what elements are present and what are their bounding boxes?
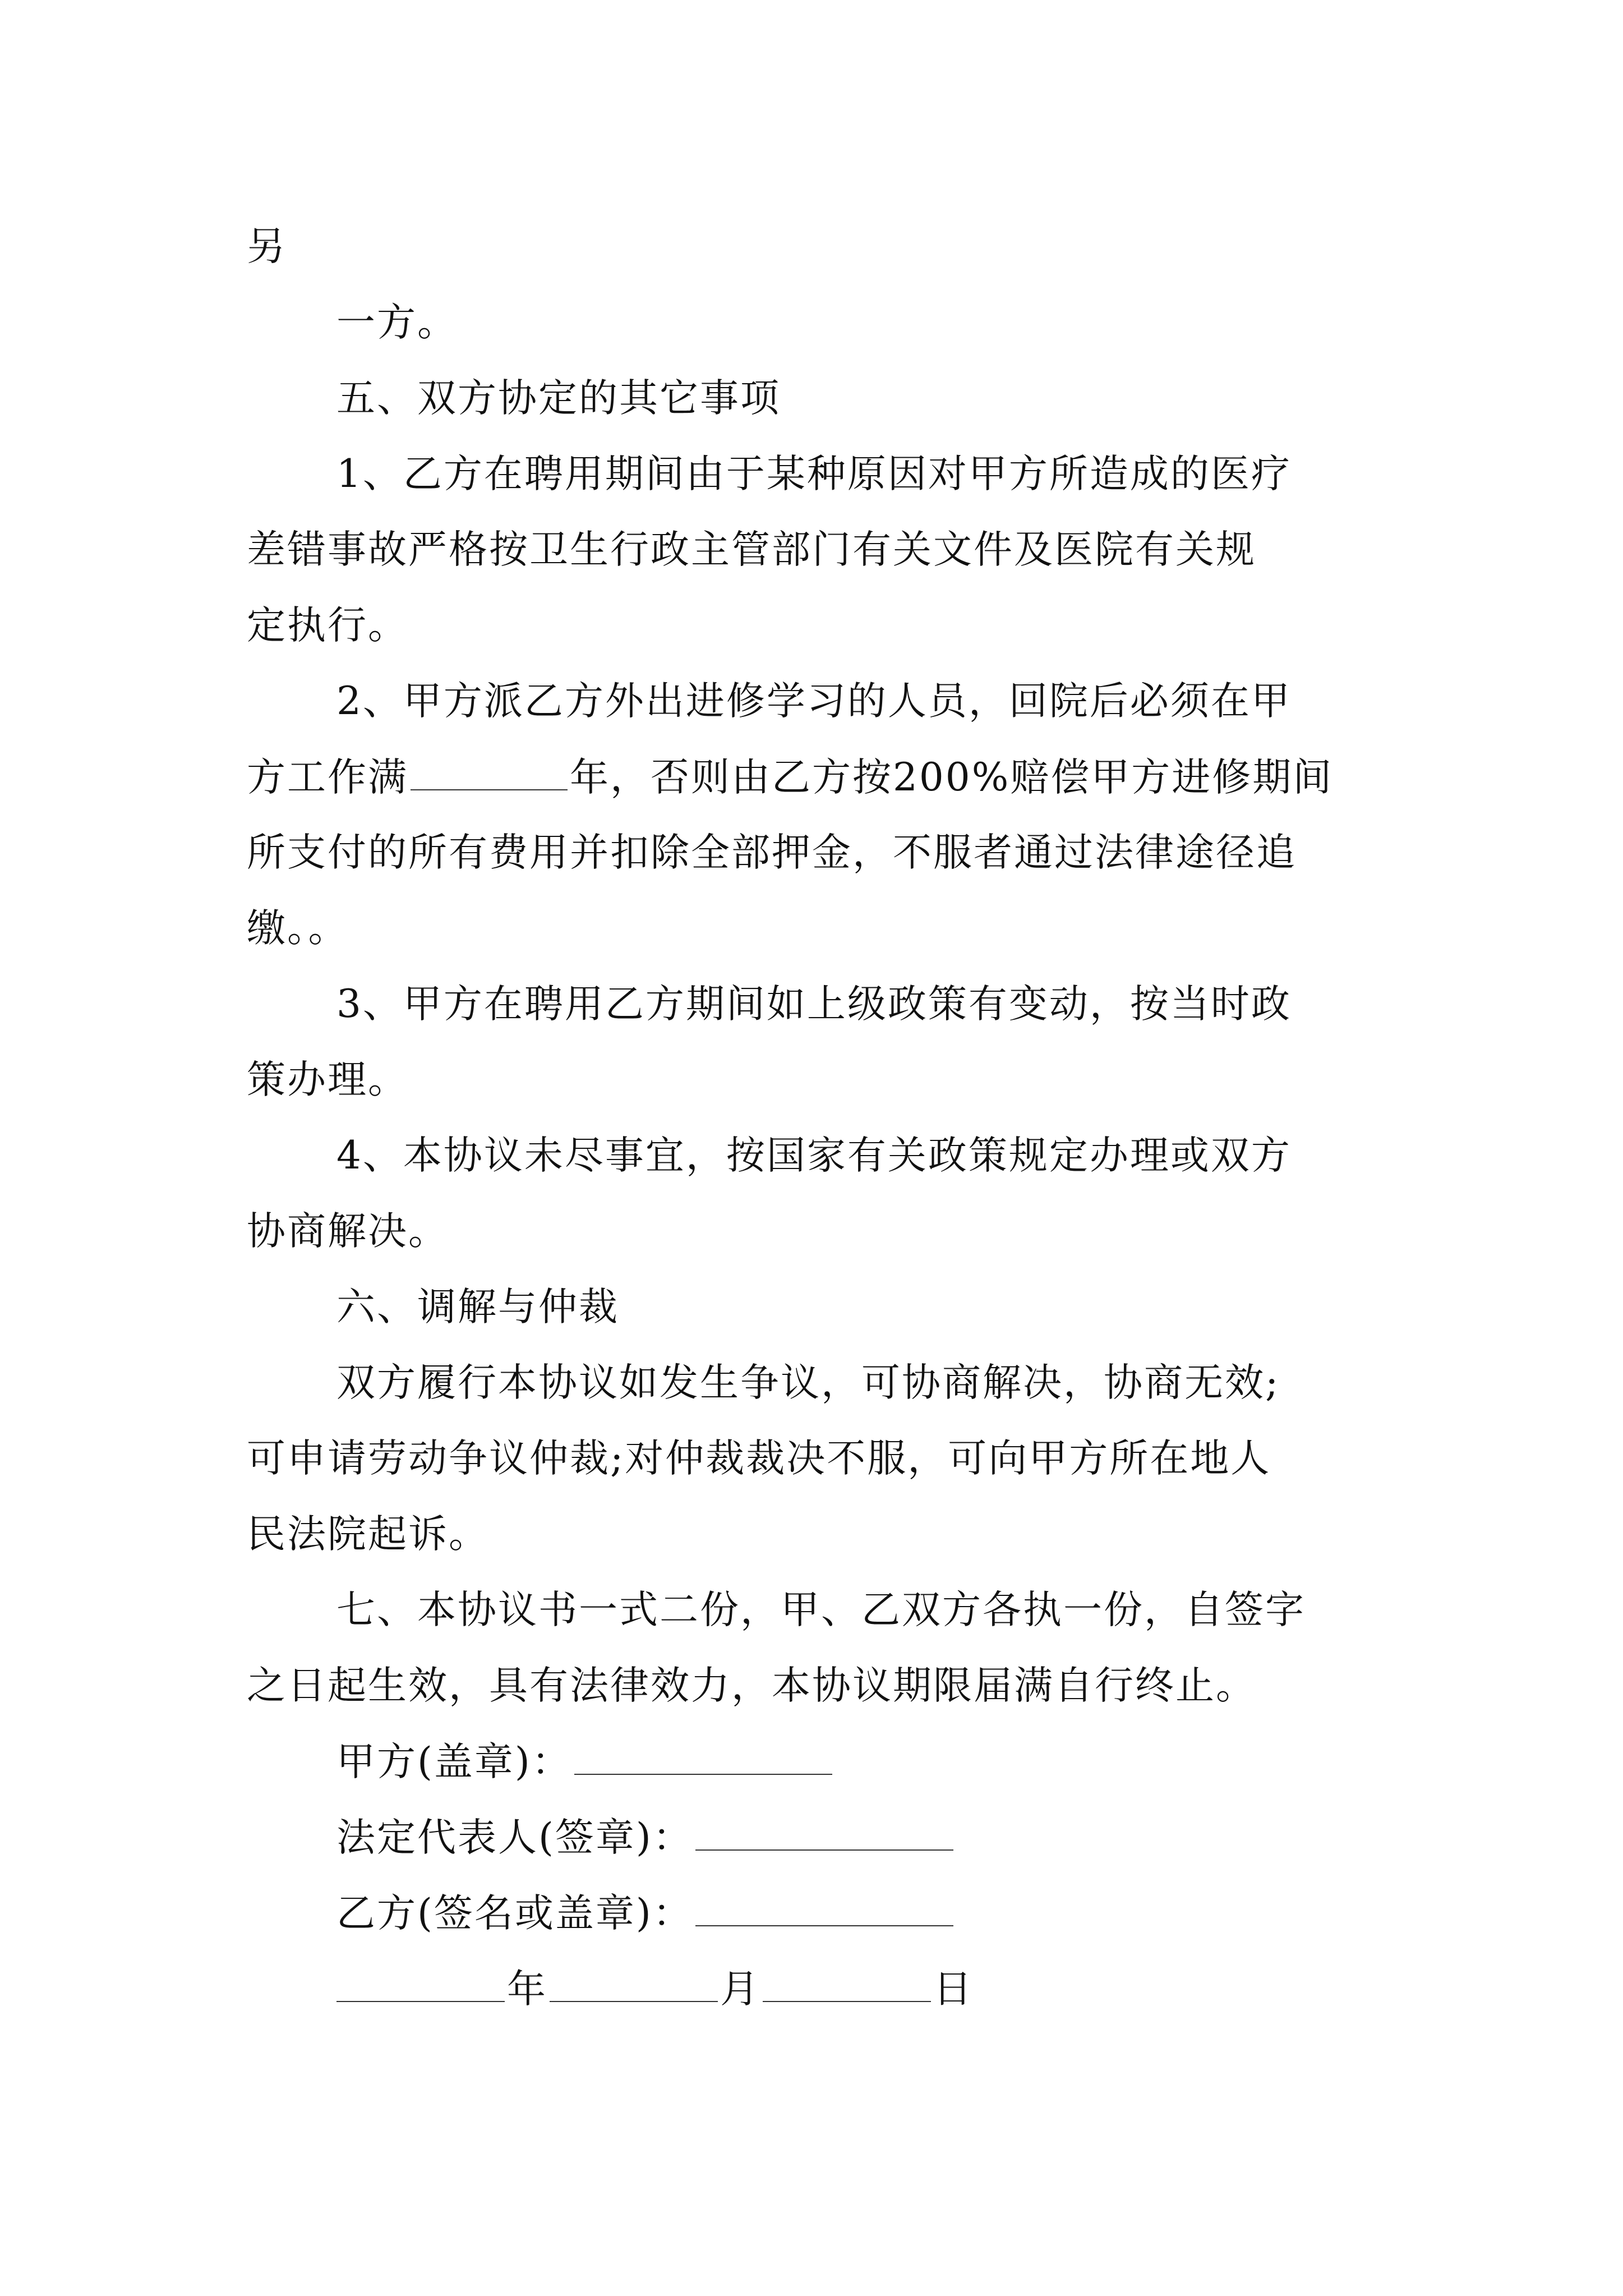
signature-legal-rep [336,1810,956,1865]
day-blank[interactable] [763,1962,931,2002]
year-label: 年 [507,1967,547,2012]
text-line: 七、本协议书一式二份，甲、乙双方各执一份，自签字 [336,1588,1306,1632]
year-blank[interactable] [336,1962,505,2002]
section-heading: 五、双方协定的其它事项 [336,376,781,421]
month-blank[interactable] [550,1962,718,2002]
party-b-label: 乙方(签名或盖章)： [336,1891,693,1936]
text-line: 3、甲方在聘用乙方期间如上级政策有变动，按当时政 [336,982,1292,1027]
month-label: 月 [720,1967,760,2012]
work-years-line [247,750,1333,804]
text-line: 之日起生效，具有法律效力，本协议期限届满自行终止。 [247,1663,1256,1708]
text-line: 双方履行本协议如发生争议，可协商解决，协商无效; [336,1360,1280,1405]
text-line: 所支付的所有费用并扣除全部押金，不服者通过法律途径追 [247,830,1297,875]
text-line: 策办理。 [247,1057,408,1102]
years-blank[interactable] [411,750,568,790]
party-b-signature-blank[interactable] [695,1886,953,1926]
text-line: 可申请劳动争议仲裁;对仲裁裁决不服，可向甲方所在地人 [247,1436,1271,1481]
text-line: 2、甲方派乙方外出进修学习的人员，回院后必须在甲 [336,679,1292,724]
text-line: 1、乙方在聘用期间由于某种原因对甲方所造成的医疗 [336,452,1292,496]
party-a-signature-blank[interactable] [574,1734,832,1775]
work-years-prefix: 方工作满 [247,755,408,800]
signature-party-a [336,1734,834,1789]
text-line: 另 [247,224,287,269]
text-line: 缴。。 [247,906,349,951]
date-line [336,1962,974,2016]
text-line: 差错事故严格按卫生行政主管部门有关文件及医院有关规 [247,527,1256,572]
section-heading: 六、调解与仲裁 [336,1285,619,1329]
day-label: 日 [933,1967,974,2012]
party-a-label: 甲方(盖章)： [336,1740,572,1784]
text-line: 一方。 [336,300,458,345]
text-line: 定执行。 [247,603,408,648]
text-line: 协商解决。 [247,1209,449,1254]
text-line: 民法院起诉。 [247,1512,489,1557]
legal-rep-label: 法定代表人(签章)： [336,1815,693,1860]
legal-rep-signature-blank[interactable] [695,1810,953,1851]
signature-party-b [336,1886,956,1940]
work-years-suffix: 年，否则由乙方按200%赔偿甲方进修期间 [570,755,1334,800]
text-line: 4、本协议未尽事宜，按国家有关政策规定办理或双方 [336,1133,1292,1178]
